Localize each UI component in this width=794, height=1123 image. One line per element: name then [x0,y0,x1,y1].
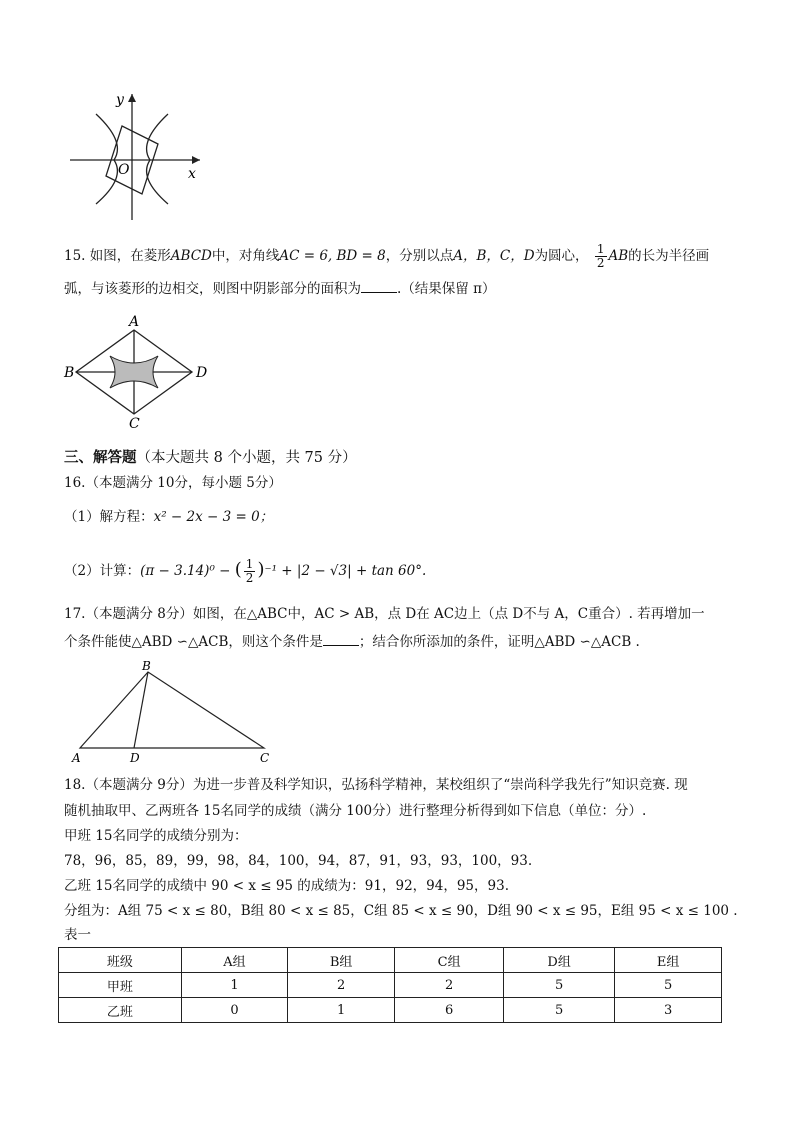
table-cell: 5 [615,973,722,998]
answer-blank [361,278,397,293]
table-caption: 表一 [64,927,91,943]
table-header-cell: A组 [181,948,287,973]
table-row [59,998,722,1023]
table-cell: 2 [288,973,395,998]
q18-groups: 分组为：A组 75 < x ≤ 80，B组 80 < x ≤ 85，C组 85 < x ≤ 90，D组 90 < x ≤ 95，E组 95 < x ≤ 100 . [64,903,738,919]
q14-figure [64,86,214,222]
table-header-cell: D组 [504,948,615,973]
q16-header: 16.（本题满分 10分，每小题 5分） [64,475,282,491]
table-header-cell: E组 [615,948,722,973]
label-C: C [129,416,140,430]
table-header-cell: B组 [288,948,395,973]
q16-part1: （1）解方程：x² − 2x − 3 = 0； [64,509,274,525]
label-B: B [64,365,75,381]
table-cell: 3 [615,998,722,1023]
q15-line2: 弧，与该菱形的边相交，则图中阴影部分的面积为 .（结果保留 π） [64,278,495,299]
q18-line2: 随机抽取甲、乙两班各 15名同学的成绩（满分 100分）进行整理分析得到如下信息（单位：分）. [64,803,647,819]
q18-line1: 18.（本题满分 9分）为进一步普及科学知识，弘扬科学精神，某校组织了“崇尚科学我先行”知识竞赛. 现 [64,777,688,793]
table-cell: 6 [395,998,504,1023]
q18-scores-class-b: 乙班 15名同学的成绩中 90 < x ≤ 95 的成绩为：91，92，94，95，93. [64,878,509,894]
score-table [58,947,722,1023]
fraction-half: $\frac{1}{2}$ [596,242,605,270]
section-3-heading: 三、解答题（本大题共 8 个小题，共 75 分） [64,450,357,466]
label-B: B [142,659,151,673]
q18-line3: 甲班 15名同学的成绩分别为： [64,828,248,844]
table-cell: 2 [395,973,504,998]
table-row [59,973,722,998]
y-axis-label: y [116,92,124,108]
label-A: A [72,751,81,764]
x-axis-label: x [188,166,196,182]
table-header-cell: 班级 [59,948,182,973]
label-C: C [260,751,270,764]
table-cell: 乙班 [59,998,182,1023]
label-D: D [196,365,208,381]
label-A: A [129,314,140,330]
table-cell: 5 [504,998,615,1023]
table-cell: 甲班 [59,973,182,998]
q17-line1: 17.（本题满分 8分）如图，在△ABC中，AC > AB，点 D在 AC边上（点 D不与 A，C重合）. 若再增加一 [64,606,705,622]
table-cell: 0 [181,998,287,1023]
q15-rhombus-figure [62,314,212,430]
answer-blank [323,631,359,646]
table-cell: 1 [181,973,287,998]
table-cell: 1 [288,998,395,1023]
table-cell: 5 [504,973,615,998]
q16-part2: （2）计算：(π − 3.14)⁰ − ( $\frac{1}{2}$ )⁻¹ + |2 − √3| + tan 60°. [64,557,427,585]
table-header-cell: C组 [395,948,504,973]
q18-scores-class-a: 78，96，85，89，99，98，84，100，94，87，91，93，93，100，93. [64,853,533,869]
label-D: D [130,751,140,764]
q17-triangle-figure [70,658,280,764]
q15-line1: 15. 如图，在菱形ABCD中，对角线AC = 6, BD = 8，分别以点A，B，C，D为圆心， $\frac{1}{2}$ AB的长为半径画 [64,242,710,270]
q17-line2: 个条件能使△ABD ∽△ACB，则这个条件是 ；结合你所添加的条件，证明△ABD ∽△ACB . [64,631,640,652]
table-header-row [59,948,722,973]
origin-label: O [118,162,130,178]
